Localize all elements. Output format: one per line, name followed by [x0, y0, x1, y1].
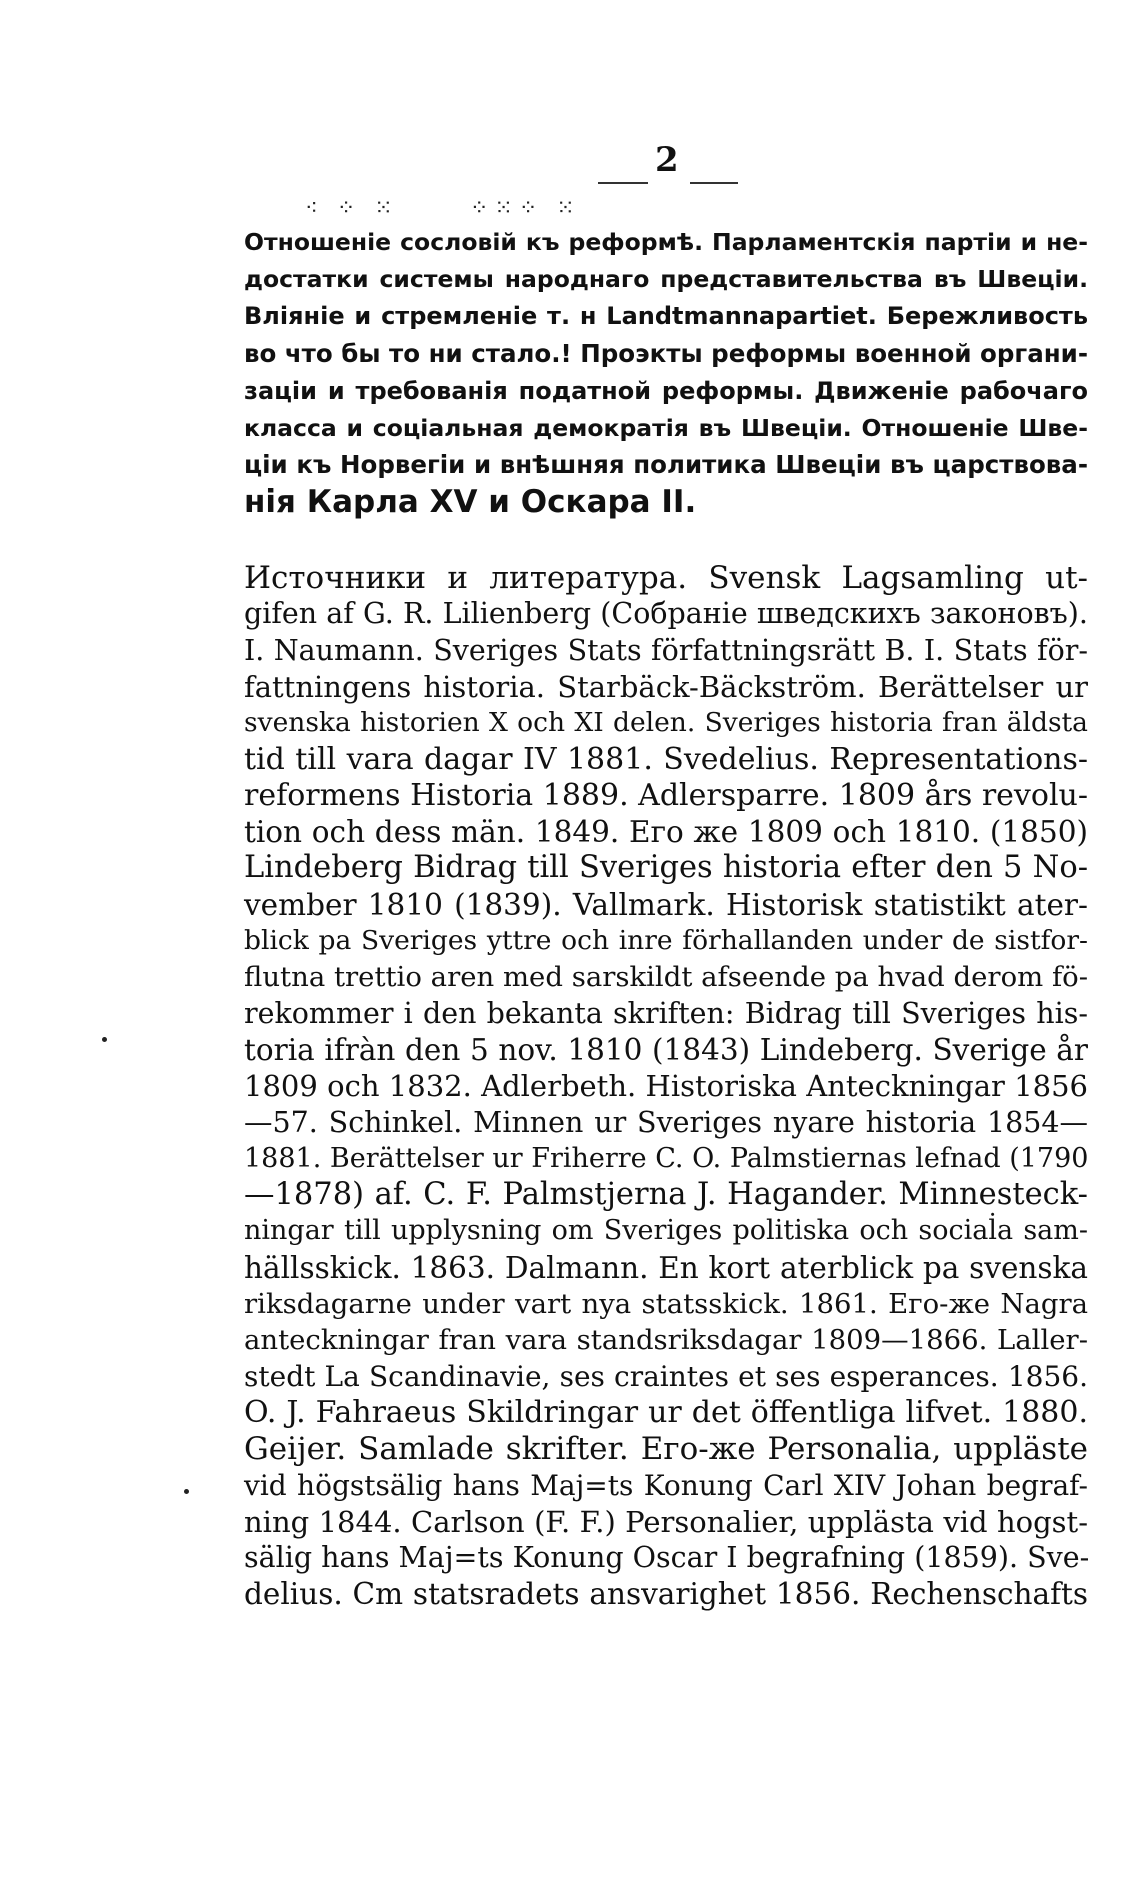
body-line: I. Naumann. Sveriges Stats författningsrätt B. I. Stats för- [244, 633, 1088, 667]
print-dots-mark: ⁖ ⁘ ⁙ [305, 196, 399, 221]
body-line: fattningens historia. Starbäck-Bäckström. Berättelser ur [244, 669, 1088, 704]
body-line: vember 1810 (1839). Vallmark. Historisk statistikt ater- [244, 887, 1088, 922]
body-line: sälig hans Maj=ts Konung Oscar I begrafning (1859). Sve- [244, 1541, 1090, 1575]
body-line: stedt La Scandinavie, ses craintes et ses esperances. 1856. [244, 1359, 1088, 1393]
body-line: hällsskick. 1863. Dalmann. En kort aterblick pa svenska [244, 1250, 1088, 1285]
heading-line: Отношеніе сословій къ реформѣ. Парламентскія партіи и не- [244, 228, 1088, 256]
body-line: Источники и литература. Svensk Lagsamling ut- [244, 560, 1088, 596]
body-line: svenska historien X och XI delen. Sveriges historia fran äldsta [244, 707, 1088, 739]
body-line: riksdagarne under vart nya statsskick. 1861. Его-же Nagra [244, 1288, 1088, 1320]
print-dots-mark-2: ⁘⁙⁘ ⁙ [470, 196, 581, 221]
body-line: tion och dess män. 1849. Его же 1809 och 1810. (1850) [244, 815, 1088, 850]
body-line: O. J. Fahraeus Skildringar ur det öffentliga lifvet. 1880. [244, 1394, 1088, 1430]
body-line: ningar till upplysning om Sveriges politiska och social̇a sam- [244, 1215, 1088, 1247]
body-line: Geijer. Samlade skrifter. Его-же Personalia, uppläste [244, 1431, 1088, 1468]
heading-line: Вліяніе и стремленіе т. н Landtmannapartiet. Бережливость [244, 302, 1088, 331]
body-line: —1878) af. C. F. Palmstjerna J. Hagander. Minnesteck- [244, 1177, 1088, 1213]
page-number: 2 [655, 140, 679, 180]
body-line: vid högstsälig hans Maj=ts Konung Carl XIV Johan begraf- [244, 1468, 1088, 1502]
body-line: reformens Historia 1889. Adlersparre. 1809 års revolu- [244, 777, 1088, 813]
heading-line: во что бы то ни стало.! Проэкты реформы военной органи- [244, 338, 1089, 368]
stray-mark [102, 1037, 107, 1042]
body-line: ning 1844. Carlson (F. F.) Personalier, upplästa vid hogst- [244, 1504, 1088, 1539]
body-line: delius. Cm statsradets ansvarighet 1856. Rechenschafts [244, 1577, 1088, 1612]
body-line: Lindeberg Bidrag till Sveriges historia efter den 5 No- [244, 850, 1088, 886]
heading-line: класса и соціальная демократія въ Швеціи. Отношеніе Шве- [244, 414, 1088, 442]
heading-line: ціи къ Норвегіи и внѣшняя политика Швеціи въ царствова- [244, 450, 1088, 480]
body-line: —57. Schinkel. Minnen ur Sveriges nyare historia 1854— [244, 1105, 1088, 1139]
body-line: 1881. Berättelser ur Friherre C. O. Palmstiernas lefnad (1790 [244, 1142, 1089, 1174]
body-line: rekommer i den bekanta skriften: Bidrag till Sveriges his- [244, 996, 1088, 1030]
body-line: blick pa Sveriges yttre och inre förhallanden under de sistfor- [244, 925, 1088, 956]
body-line: flutna trettio aren med sarskildt afseende pa hvad derom fö- [244, 961, 1088, 994]
heading-line: заціи и требованія податной реформы. Движеніе рабочаго [244, 376, 1088, 405]
body-line: toria ifràn den 5 nov. 1810 (1843) Lindeberg. Sverige år [244, 1032, 1088, 1067]
stray-mark-2 [184, 1489, 189, 1494]
body-line: gifen af G. R. Lilienberg (Собраніе шведскихъ законовъ). [244, 597, 1088, 631]
heading-line: нія Карла XV и Оскара II. [244, 484, 697, 521]
body-line: tid till vara dagar IV 1881. Svedelius. Representations- [244, 741, 1088, 777]
body-line: anteckningar fran vara standsriksdagar 1809—1866. Laller- [244, 1324, 1088, 1357]
body-line: 1809 och 1832. Adlerbeth. Historiska Anteckningar 1856 [244, 1069, 1088, 1104]
heading-line: достатки системы народнаго представительства въ Швеціи. [244, 265, 1088, 294]
